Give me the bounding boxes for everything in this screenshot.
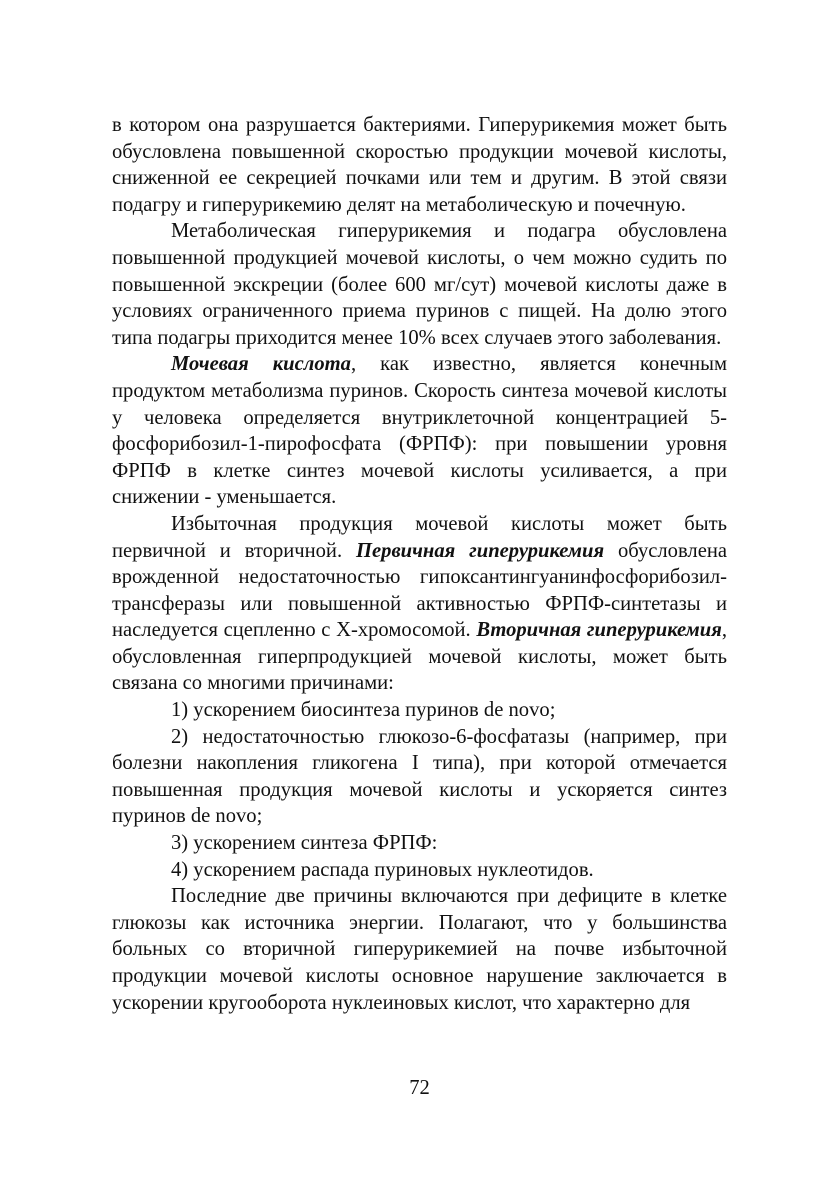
page-body [112,112,727,1016]
list-item: 2) недостаточностью глюкозо-6-фосфатазы (например, при болезни накопления гликогена I типа), при которой отмечается повышенная продукция мочевой кислоты и ускоряется синтез пуринов de novo; [112,725,727,828]
paragraph-4-text-c: , обусловленная гиперпродукцией мочевой кислоты, может быть связана со многими причинами: [112,619,727,695]
paragraph-2: Метаболическая гиперурикемия и подагра обусловлена повышенной продукцией мочевой кислоты, о чем можно судить по повышенной экскреции (более 600 мг/сут) мочевой кислоты даже в условиях ограниченного приема пуринов с пищей. На долю этого типа подагры приходится менее 10% всех случаев этого заболевания. [112,220,727,349]
page-number: 72 [409,1077,430,1099]
paragraph-3 [112,351,727,511]
paragraph-4-text-a: Избыточная продукция мочевой кислоты может быть первичной и вторичной. [112,512,727,562]
term-primary-hyperuricemia: Первичная гиперурикемия [356,539,605,562]
list-item: 4) ускорением распада пуриновых нуклеотидов. [171,858,594,881]
list-item: 1) ускорением биосинтеза пуринов de novo; [171,699,556,722]
paragraph-5: Последние две причины включаются при дефиците в клетке глюкозы как источника энергии. Полагают, что у большинства больных со вторичной гиперурикемией на почве избыточной продукции мочевой кислоты основное нарушение заключается в ускорении кругооборота нуклеиновых кислот, что характерно для [112,885,727,1014]
term-secondary-hyperuricemia: Вторичная гиперурикемия [476,619,722,642]
paragraph-1: в котором она разрушается бактериями. Гиперурикемия может быть обусловлена повышенной скоростью продукции мочевой кислоты, сниженной ее секрецией почками или тем и другим. В этой связи подагру и гиперурикемию делят на метаболическую и почечную. [112,114,727,216]
term-uric-acid: Мочевая кислота [171,353,351,376]
paragraph-4 [112,511,727,697]
paragraph-3-text: , как известно, является конечным продуктом метаболизма пуринов. Скорость синтеза мочевой кислоты у человека определяется внутриклеточной концентрацией 5-фосфорибозил-1-пирофосфата (ФРПФ): при повышении уровня ФРПФ в клетке синтез мочевой кислоты усиливается, а при снижении - уменьшается. [112,353,727,509]
list-item: 3) ускорением синтеза ФРПФ: [171,832,438,855]
paragraph-4-text-b: обусловлена врожденной недостаточностью гипоксантингуанинфосфорибозил-трансферазы или повышенной активностью ФРПФ-синтетазы и наследуется сцепленно с Х-хромосомой. [112,539,728,642]
